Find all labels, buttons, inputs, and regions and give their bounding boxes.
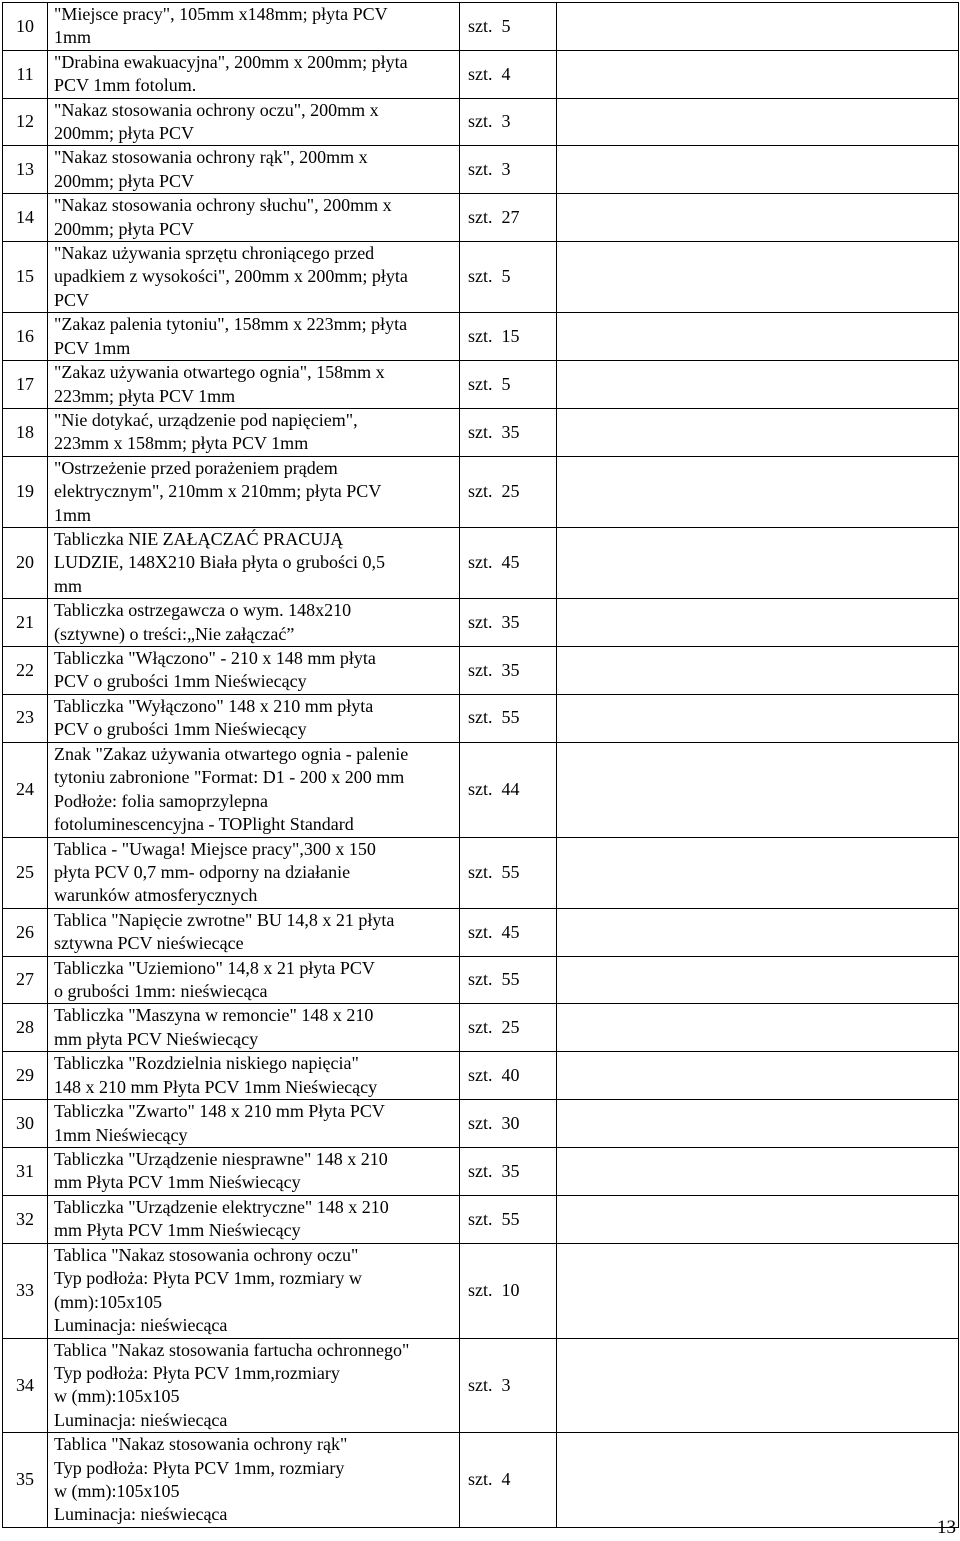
item-quantity: szt. 55: [460, 837, 557, 908]
row-number: 10: [3, 3, 48, 51]
item-quantity: szt. 55: [460, 1195, 557, 1243]
empty-cell: [557, 1100, 959, 1148]
row-number: 31: [3, 1148, 48, 1196]
empty-cell: [557, 456, 959, 527]
empty-cell: [557, 3, 959, 51]
empty-cell: [557, 646, 959, 694]
item-description: Tabliczka "Maszyna w remoncie" 148 x 210 mm płyta PCV Nieświecący: [48, 1004, 460, 1052]
empty-cell: [557, 599, 959, 647]
table-row: [3, 98, 959, 146]
item-description: "Drabina ewakuacyjna", 200mm x 200mm; płyta PCV 1mm fotolum.: [48, 50, 460, 98]
item-quantity: szt. 27: [460, 194, 557, 242]
item-description: Tablica "Nakaz stosowania ochrony rąk" Typ podłoża: Płyta PCV 1mm, rozmiary w (mm):105x105 Luminacja: nieświecąca: [48, 1433, 460, 1528]
empty-cell: [557, 361, 959, 409]
empty-cell: [557, 146, 959, 194]
empty-cell: [557, 1338, 959, 1433]
item-quantity: szt. 35: [460, 599, 557, 647]
empty-cell: [557, 408, 959, 456]
item-description: Tablica "Nakaz stosowania ochrony oczu" Typ podłoża: Płyta PCV 1mm, rozmiary w (mm):105x105 Luminacja: nieświecąca: [48, 1243, 460, 1338]
table-row: [3, 456, 959, 527]
table-row: [3, 1148, 959, 1196]
empty-cell: [557, 1195, 959, 1243]
item-description: "Zakaz palenia tytoniu", 158mm x 223mm; płyta PCV 1mm: [48, 313, 460, 361]
empty-cell: [557, 908, 959, 956]
row-number: 26: [3, 908, 48, 956]
item-description: "Nakaz stosowania ochrony oczu", 200mm x 200mm; płyta PCV: [48, 98, 460, 146]
table-row: [3, 1338, 959, 1433]
table-row: [3, 50, 959, 98]
row-number: 25: [3, 837, 48, 908]
item-quantity: szt. 45: [460, 908, 557, 956]
row-number: 24: [3, 742, 48, 837]
row-number: 21: [3, 599, 48, 647]
row-number: 28: [3, 1004, 48, 1052]
item-quantity: szt. 44: [460, 742, 557, 837]
table-row: [3, 361, 959, 409]
empty-cell: [557, 1052, 959, 1100]
table-row: [3, 1195, 959, 1243]
table-row: [3, 837, 959, 908]
empty-cell: [557, 837, 959, 908]
item-description: Tablica - "Uwaga! Miejsce pracy",300 x 150 płyta PCV 0,7 mm- odporny na działanie warunków atmosferycznych: [48, 837, 460, 908]
items-table: [2, 2, 959, 1528]
row-number: 15: [3, 242, 48, 313]
row-number: 16: [3, 313, 48, 361]
table-row: [3, 1433, 959, 1528]
item-quantity: szt. 15: [460, 313, 557, 361]
empty-cell: [557, 242, 959, 313]
table-row: [3, 1052, 959, 1100]
item-description: Tabliczka "Wyłączono" 148 x 210 mm płyta PCV o grubości 1mm Nieświecący: [48, 694, 460, 742]
table-row: [3, 408, 959, 456]
item-description: Tabliczka "Urządzenie niesprawne" 148 x 210 mm Płyta PCV 1mm Nieświecący: [48, 1148, 460, 1196]
items-table-body: [3, 3, 959, 1528]
item-description: "Miejsce pracy", 105mm x148mm; płyta PCV 1mm: [48, 3, 460, 51]
item-quantity: szt. 25: [460, 1004, 557, 1052]
empty-cell: [557, 1004, 959, 1052]
row-number: 17: [3, 361, 48, 409]
item-description: Tabliczka "Rozdzielnia niskiego napięcia" 148 x 210 mm Płyta PCV 1mm Nieświecący: [48, 1052, 460, 1100]
table-row: [3, 956, 959, 1004]
row-number: 14: [3, 194, 48, 242]
item-description: Znak "Zakaz używania otwartego ognia - palenie tytoniu zabronione "Format: D1 - 200 x 200 mm Podłoże: folia samoprzylepna fotoluminescencyjna - TOPlight Standard: [48, 742, 460, 837]
item-quantity: szt. 30: [460, 1100, 557, 1148]
table-row: [3, 313, 959, 361]
item-quantity: szt. 45: [460, 527, 557, 598]
item-description: "Nie dotykać, urządzenie pod napięciem", 223mm x 158mm; płyta PCV 1mm: [48, 408, 460, 456]
table-row: [3, 1243, 959, 1338]
table-row: [3, 1004, 959, 1052]
row-number: 11: [3, 50, 48, 98]
item-quantity: szt. 3: [460, 1338, 557, 1433]
item-quantity: szt. 55: [460, 694, 557, 742]
table-row: [3, 146, 959, 194]
item-description: "Nakaz używania sprzętu chroniącego przed upadkiem z wysokości", 200mm x 200mm; płyta PCV: [48, 242, 460, 313]
item-description: "Zakaz używania otwartego ognia", 158mm x 223mm; płyta PCV 1mm: [48, 361, 460, 409]
table-row: [3, 3, 959, 51]
empty-cell: [557, 1243, 959, 1338]
table-row: [3, 1100, 959, 1148]
item-quantity: szt. 35: [460, 408, 557, 456]
row-number: 27: [3, 956, 48, 1004]
row-number: 23: [3, 694, 48, 742]
row-number: 32: [3, 1195, 48, 1243]
item-quantity: szt. 5: [460, 3, 557, 51]
table-row: [3, 527, 959, 598]
row-number: 20: [3, 527, 48, 598]
item-quantity: szt. 10: [460, 1243, 557, 1338]
item-description: "Nakaz stosowania ochrony słuchu", 200mm x 200mm; płyta PCV: [48, 194, 460, 242]
item-quantity: szt. 35: [460, 646, 557, 694]
empty-cell: [557, 194, 959, 242]
table-row: [3, 242, 959, 313]
item-quantity: szt. 40: [460, 1052, 557, 1100]
table-row: [3, 599, 959, 647]
item-description: Tabliczka "Urządzenie elektryczne" 148 x 210 mm Płyta PCV 1mm Nieświecący: [48, 1195, 460, 1243]
row-number: 29: [3, 1052, 48, 1100]
table-row: [3, 908, 959, 956]
empty-cell: [557, 956, 959, 1004]
empty-cell: [557, 98, 959, 146]
item-quantity: szt. 5: [460, 361, 557, 409]
item-quantity: szt. 55: [460, 956, 557, 1004]
row-number: 13: [3, 146, 48, 194]
row-number: 22: [3, 646, 48, 694]
item-description: Tabliczka ostrzegawcza o wym. 148x210 (sztywne) o treści:„Nie załączać”: [48, 599, 460, 647]
item-description: "Ostrzeżenie przed porażeniem prądem elektrycznym", 210mm x 210mm; płyta PCV 1mm: [48, 456, 460, 527]
item-quantity: szt. 3: [460, 146, 557, 194]
item-description: Tablica "Nakaz stosowania fartucha ochronnego" Typ podłoża: Płyta PCV 1mm,rozmiary w (mm):105x105 Luminacja: nieświecąca: [48, 1338, 460, 1433]
item-description: Tabliczka "Zwarto" 148 x 210 mm Płyta PCV 1mm Nieświecący: [48, 1100, 460, 1148]
row-number: 35: [3, 1433, 48, 1528]
table-row: [3, 194, 959, 242]
item-quantity: szt. 4: [460, 50, 557, 98]
item-description: Tabliczka "Uziemiono" 14,8 x 21 płyta PCV o grubości 1mm: nieświecąca: [48, 956, 460, 1004]
empty-cell: [557, 1148, 959, 1196]
row-number: 12: [3, 98, 48, 146]
row-number: 18: [3, 408, 48, 456]
table-row: [3, 694, 959, 742]
empty-cell: [557, 742, 959, 837]
empty-cell: [557, 527, 959, 598]
item-quantity: szt. 25: [460, 456, 557, 527]
item-description: "Nakaz stosowania ochrony rąk", 200mm x 200mm; płyta PCV: [48, 146, 460, 194]
empty-cell: [557, 50, 959, 98]
empty-cell: [557, 694, 959, 742]
item-description: Tabliczka "Włączono" - 210 x 148 mm płyta PCV o grubości 1mm Nieświecący: [48, 646, 460, 694]
table-row: [3, 742, 959, 837]
table-row: [3, 646, 959, 694]
item-description: Tabliczka NIE ZAŁĄCZAĆ PRACUJĄ LUDZIE, 148X210 Biała płyta o grubości 0,5 mm: [48, 527, 460, 598]
row-number: 19: [3, 456, 48, 527]
item-description: Tablica "Napięcie zwrotne" BU 14,8 x 21 płyta sztywna PCV nieświecące: [48, 908, 460, 956]
row-number: 30: [3, 1100, 48, 1148]
item-quantity: szt. 4: [460, 1433, 557, 1528]
page-number: 13: [937, 1517, 956, 1538]
item-quantity: szt. 5: [460, 242, 557, 313]
empty-cell: [557, 1433, 959, 1528]
row-number: 34: [3, 1338, 48, 1433]
row-number: 33: [3, 1243, 48, 1338]
empty-cell: [557, 313, 959, 361]
item-quantity: szt. 3: [460, 98, 557, 146]
item-quantity: szt. 35: [460, 1148, 557, 1196]
